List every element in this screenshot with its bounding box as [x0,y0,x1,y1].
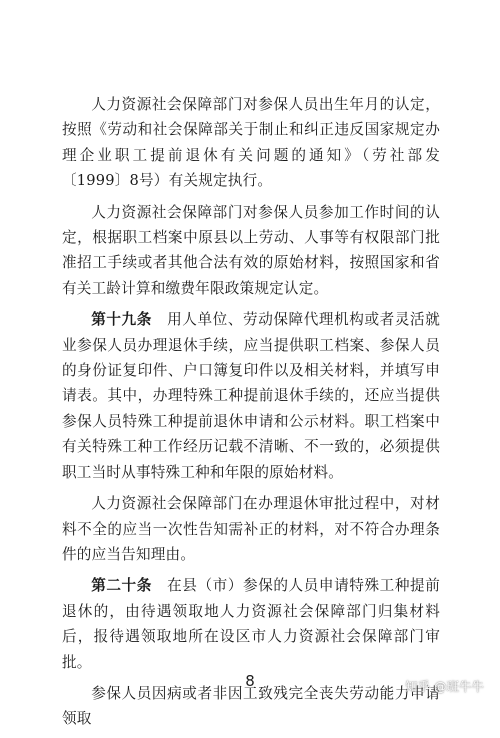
paragraph-text: 人力资源社会保障部门在办理退休审批过程中，对材料不全的应当一次性告知需补正的材料，对不符合办理条件的应当告知理由。 [62,495,440,563]
paragraph-text: 用人单位、劳动保障代理机构或者灵活就业参保人员办理退休手续，应当提供职工档案、参保人员的身份证复印件、户口簿复印件以及相关材料，并填写申请表。其中，办理特殊工种提前退休手续的，还应当提供参保人员特殊工种提前退休申请和公示材料。职工档案中有关特殊工种工作经历记载不清晰、不一致的，必须提供职工当时从事特殊工种和年限的原始材料。 [62,311,440,481]
paragraph-4 [62,491,440,567]
document-body [62,92,440,738]
zhihu-watermark: 知乎 @班牛牛 [405,679,484,694]
paragraph-2 [62,200,440,302]
paragraph-1 [62,92,440,194]
paragraph-article-20 [62,573,440,675]
paragraph-text: 人力资源社会保障部门对参保人员出生年月的认定，按照《劳动和社会保障部关于制止和纠正违反国家规定办理企业职工提前退休有关问题的通知》（劳社部发〔1999〕8号）有关规定执行。 [62,96,440,190]
paragraph-text: 在县（市）参保的人员申请特殊工种提前退休的，由待遇领取地人力资源社会保障部门归集材料后，报待遇领取地所在设区市人力资源社会保障部门审批。 [62,577,440,671]
paragraph-article-19 [62,307,440,485]
paragraph-text: 参保人员因病或者非因工致残完全丧失劳动能力申请领取 [62,684,440,728]
paragraph-text: 人力资源社会保障部门对参保人员参加工作时间的认定，根据职工档案中原县以上劳动、人事等有权限部门批准招工手续或者其他合法有效的原始材料，按照国家和省有关工龄计算和缴费年限政策规定认定。 [62,203,440,297]
page-number: 8 [245,672,255,690]
article-number: 第二十条 [91,577,152,595]
article-number: 第十九条 [91,311,152,329]
